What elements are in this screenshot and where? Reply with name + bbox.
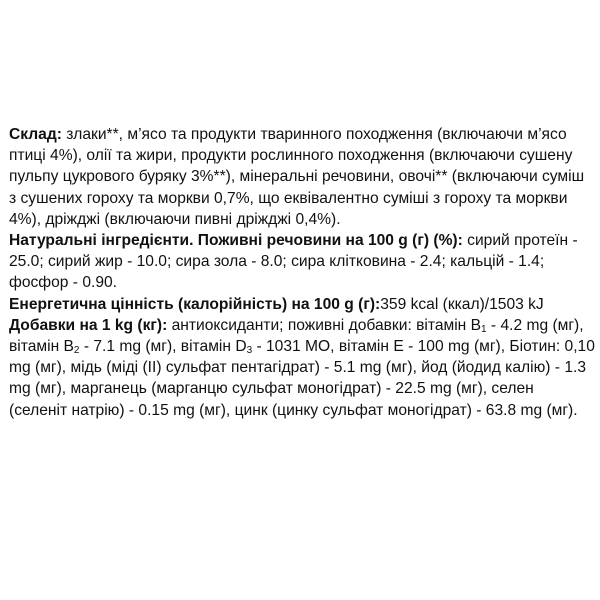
- vitamin-b2-subscript: 2: [73, 345, 80, 357]
- additives-text-3: - 7.1 mg (мг), вітамін D: [79, 338, 247, 356]
- composition-paragraph: [9, 124, 595, 230]
- additives-text-2: - 4.2 mg (мг), вітамін B: [9, 316, 584, 356]
- additives-paragraph: [9, 315, 595, 421]
- ingredients-label-text: [9, 124, 595, 421]
- energy-text: 359 kcal (ккал)/1503 kJ: [380, 295, 544, 313]
- composition-heading: Склад:: [9, 126, 62, 143]
- additives-heading: Добавки на 1 kg (кг):: [9, 316, 168, 334]
- composition-text: злаки**, м’ясо та продукти тваринного походження (включаючи м’ясо птиці 4%), олії та жири, продукти рослинного походження (включаючи сушену пульпу цукрового буряку 3%**), мінеральні речовини, овочі** (включаючи суміш з сушених гороху та моркви 0,7%, що еквівалентно суміші з гороху та моркви 4%), дріжджі (включаючи пивні дріжджі 0,4%).: [9, 126, 585, 228]
- additives-text-4: - 1031 МО, вітамін E - 100 mg (мг), Біотин: 0,10 mg (мг), мідь (міді (II) сульфат пентагідрат) - 5.1 mg (мг), йод (йодид калію) - 1.3 mg (мг), марганець (марганцю сульфат моногідрат) - 22.5 mg (мг), селен (селеніт натрію) - 0.15 mg (мг), цинк (цинку сульфат моногідрат) - 63.8 mg (мг).: [9, 338, 595, 419]
- nutrients-paragraph: [9, 230, 595, 294]
- vitamin-d3-subscript: 3: [246, 345, 253, 357]
- nutrients-text: сирий протеїн - 25.0; сирий жир - 10.0; сира зола - 8.0; сира клітковина - 2.4; кальцій - 1.4; фосфор - 0.90.: [9, 232, 578, 292]
- additives-text-1: антиоксиданти; поживні добавки: вітамін B: [167, 316, 482, 334]
- energy-paragraph: [9, 294, 595, 315]
- nutrients-heading: Натуральні інгредієнти. Поживні речовини на 100 g (г) (%):: [9, 232, 463, 250]
- vitamin-b1-subscript: 1: [481, 323, 487, 335]
- energy-heading: Енергетична цінність (калорійність) на 100 g (г):: [9, 295, 381, 313]
